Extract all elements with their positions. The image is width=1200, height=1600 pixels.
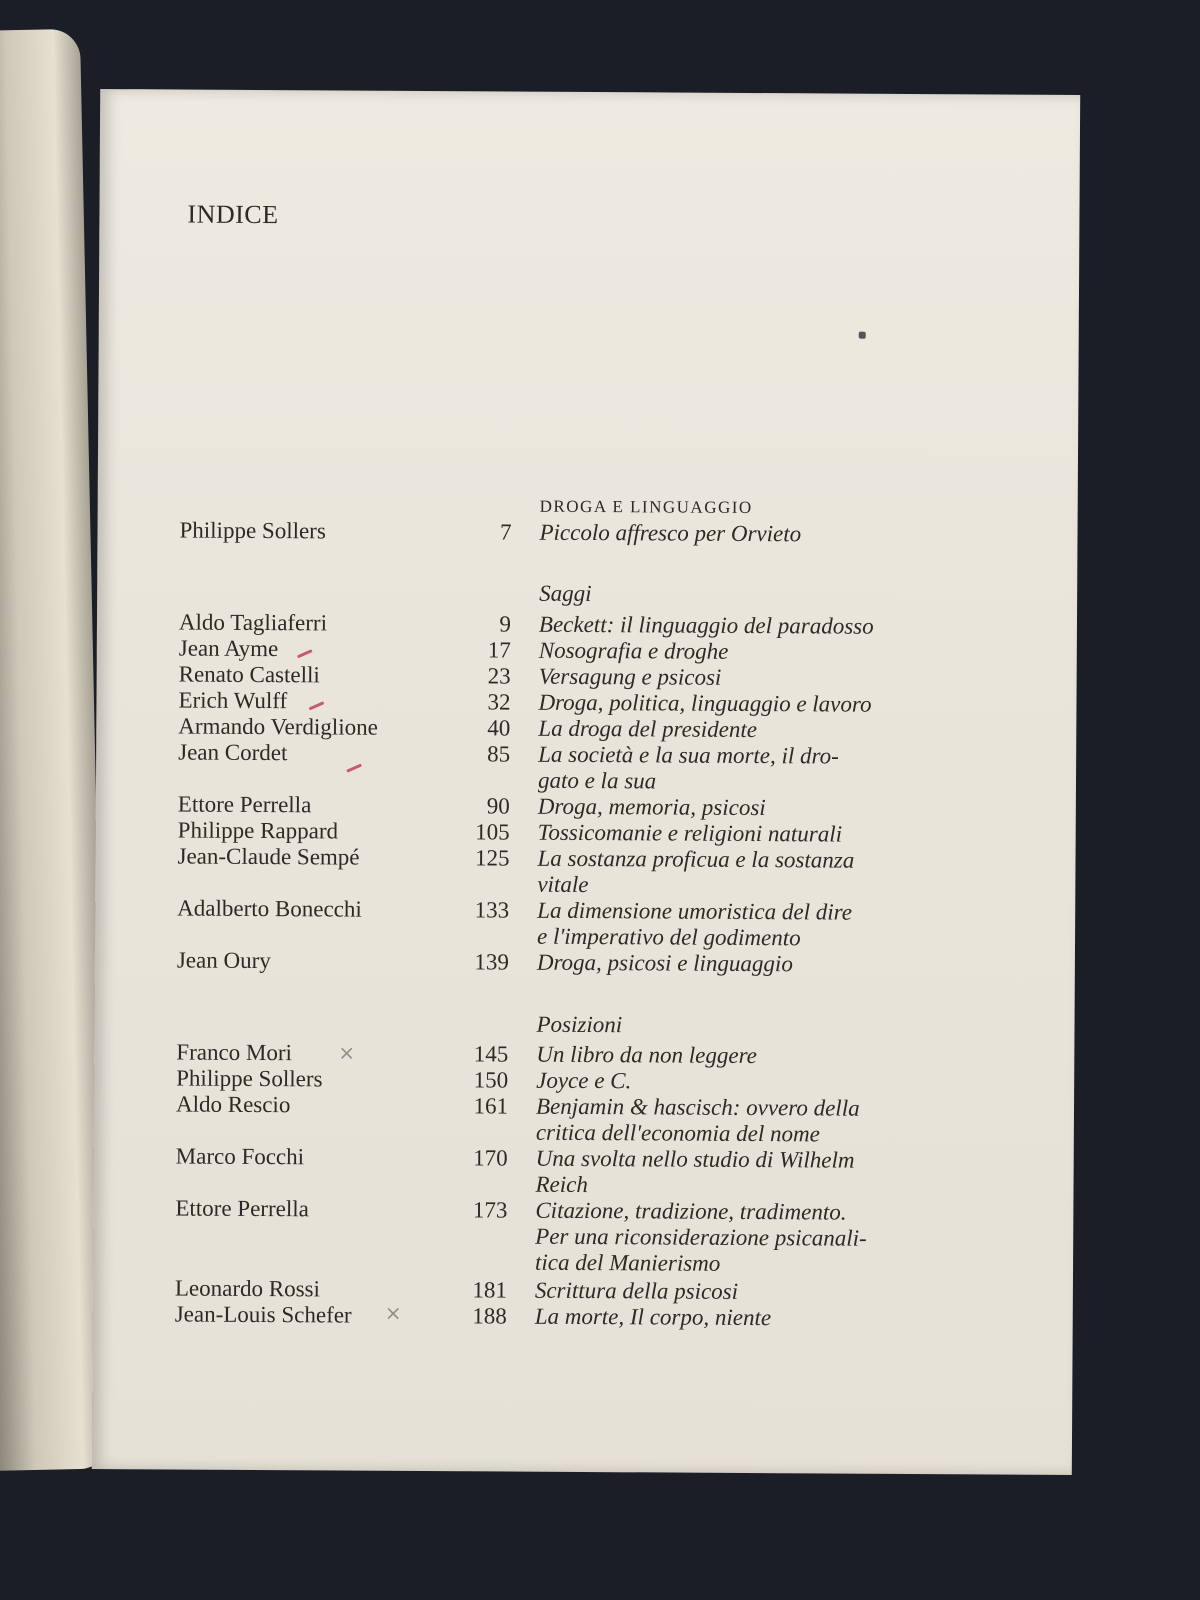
pencil-mark: × bbox=[338, 1040, 356, 1065]
toc-entry bbox=[94, 1039, 1074, 1069]
toc-page-number: 32 bbox=[487, 689, 511, 715]
toc-title-line: gato e la sua bbox=[537, 767, 657, 794]
toc-title-line: tica del Manierismo bbox=[534, 1249, 721, 1276]
toc-page-number: 40 bbox=[487, 715, 511, 741]
page-title: INDICE bbox=[187, 199, 279, 230]
toc-author: Marco Focchi bbox=[175, 1143, 305, 1170]
toc-page-number: 133 bbox=[474, 897, 510, 923]
toc-author: Jean-Claude Sempé bbox=[177, 843, 360, 870]
toc-author: Philippe Rappard bbox=[177, 817, 339, 844]
toc-title-line: Droga, memoria, psicosi bbox=[537, 793, 766, 821]
toc-page-number: 23 bbox=[487, 663, 511, 689]
toc-author: Aldo Tagliaferri bbox=[178, 609, 328, 636]
toc-title-line: Nosografia e droghe bbox=[538, 637, 729, 664]
toc-title-line: Piccolo affresco per Orvieto bbox=[539, 519, 802, 547]
section-heading: DROGA E LINGUAGGIO bbox=[539, 496, 753, 518]
toc-author: Jean Cordet bbox=[178, 739, 288, 766]
toc-title-line: La sostanza proficua e la sostanza bbox=[537, 845, 855, 873]
toc-page-number: 145 bbox=[473, 1041, 509, 1067]
toc-author: Ettore Perrella bbox=[175, 1195, 309, 1222]
toc-page-number: 188 bbox=[472, 1303, 507, 1329]
toc-author: Jean Ayme bbox=[178, 635, 279, 662]
toc-entry bbox=[97, 609, 1077, 639]
toc-title-line: Un libro da non leggere bbox=[536, 1041, 758, 1069]
toc-author: Adalberto Bonecchi bbox=[177, 895, 362, 922]
toc-page-number: 90 bbox=[486, 793, 510, 819]
toc-title-line: Citazione, tradizione, tradimento. bbox=[535, 1197, 847, 1225]
toc-title-line: La dimensione umoristica del dire bbox=[537, 897, 853, 925]
toc-title-line: Reich bbox=[535, 1171, 588, 1198]
toc-title-line: La morte, Il corpo, niente bbox=[534, 1303, 772, 1331]
toc-page-number: 85 bbox=[487, 741, 511, 767]
toc-author: Erich Wulff bbox=[178, 687, 288, 714]
toc-author: Renato Castelli bbox=[178, 661, 320, 688]
pencil-mark bbox=[346, 763, 362, 772]
toc-entry bbox=[98, 517, 1078, 547]
toc-author: Leonardo Rossi bbox=[174, 1275, 320, 1302]
toc-author: Jean Oury bbox=[176, 947, 271, 974]
toc-page-number: 7 bbox=[499, 519, 512, 545]
pencil-mark bbox=[297, 649, 313, 658]
toc-page-number: 139 bbox=[474, 949, 509, 975]
toc-title-line: e l'imperativo del godimento bbox=[536, 923, 801, 951]
toc-page-number: 105 bbox=[475, 819, 510, 845]
toc-title-line: Benjamin & hascisch: ovvero della bbox=[535, 1093, 860, 1121]
toc-title-line: Versagung e psicosi bbox=[538, 663, 722, 690]
toc-author: Ettore Perrella bbox=[177, 791, 312, 818]
toc-page-number: 161 bbox=[473, 1093, 509, 1119]
toc-author: Jean-Louis Schefer bbox=[174, 1301, 352, 1328]
book-page bbox=[92, 89, 1080, 1475]
toc-author: Philippe Sollers bbox=[176, 1065, 323, 1092]
pencil-mark: × bbox=[384, 1300, 402, 1325]
ink-spot bbox=[859, 332, 866, 339]
toc-title-line: Joyce e C. bbox=[536, 1067, 632, 1094]
toc-page-number: 181 bbox=[472, 1277, 507, 1303]
toc-title-line: Tossicomanie e religioni naturali bbox=[537, 819, 843, 847]
toc-author: Philippe Sollers bbox=[179, 517, 326, 544]
toc-author: Franco Mori bbox=[176, 1039, 293, 1066]
toc-title-line: Droga, psicosi e linguaggio bbox=[536, 949, 793, 977]
toc-title-line: Una svolta nello studio di Wilhelm bbox=[535, 1145, 855, 1173]
toc-page-number: 173 bbox=[472, 1197, 508, 1223]
toc-title-line: Scrittura della psicosi bbox=[534, 1277, 739, 1304]
toc-title-line: vitale bbox=[537, 871, 589, 898]
toc-title-line: Beckett: il linguaggio del paradosso bbox=[538, 611, 874, 639]
toc-title-line: La droga del presidente bbox=[538, 715, 758, 743]
toc-title-line: La società e la sua morte, il dro- bbox=[538, 741, 839, 769]
toc-title-line: Droga, politica, linguaggio e lavoro bbox=[538, 689, 872, 717]
subhead-posizioni: Posizioni bbox=[536, 1011, 623, 1038]
pencil-mark bbox=[309, 701, 325, 710]
toc-author: Aldo Rescio bbox=[175, 1091, 291, 1118]
toc-page-number: 150 bbox=[473, 1067, 509, 1093]
toc-title-line: critica dell'economia del nome bbox=[535, 1119, 820, 1147]
toc-page-number: 9 bbox=[499, 611, 512, 637]
subhead-saggi: Saggi bbox=[539, 580, 592, 607]
toc-author: Armando Verdiglione bbox=[178, 713, 378, 740]
toc-page-number: 17 bbox=[487, 637, 511, 663]
toc-title-line: Per una riconsiderazione psicanali- bbox=[535, 1223, 867, 1251]
toc-page-number: 125 bbox=[474, 845, 510, 871]
toc-page-number: 170 bbox=[473, 1145, 508, 1171]
